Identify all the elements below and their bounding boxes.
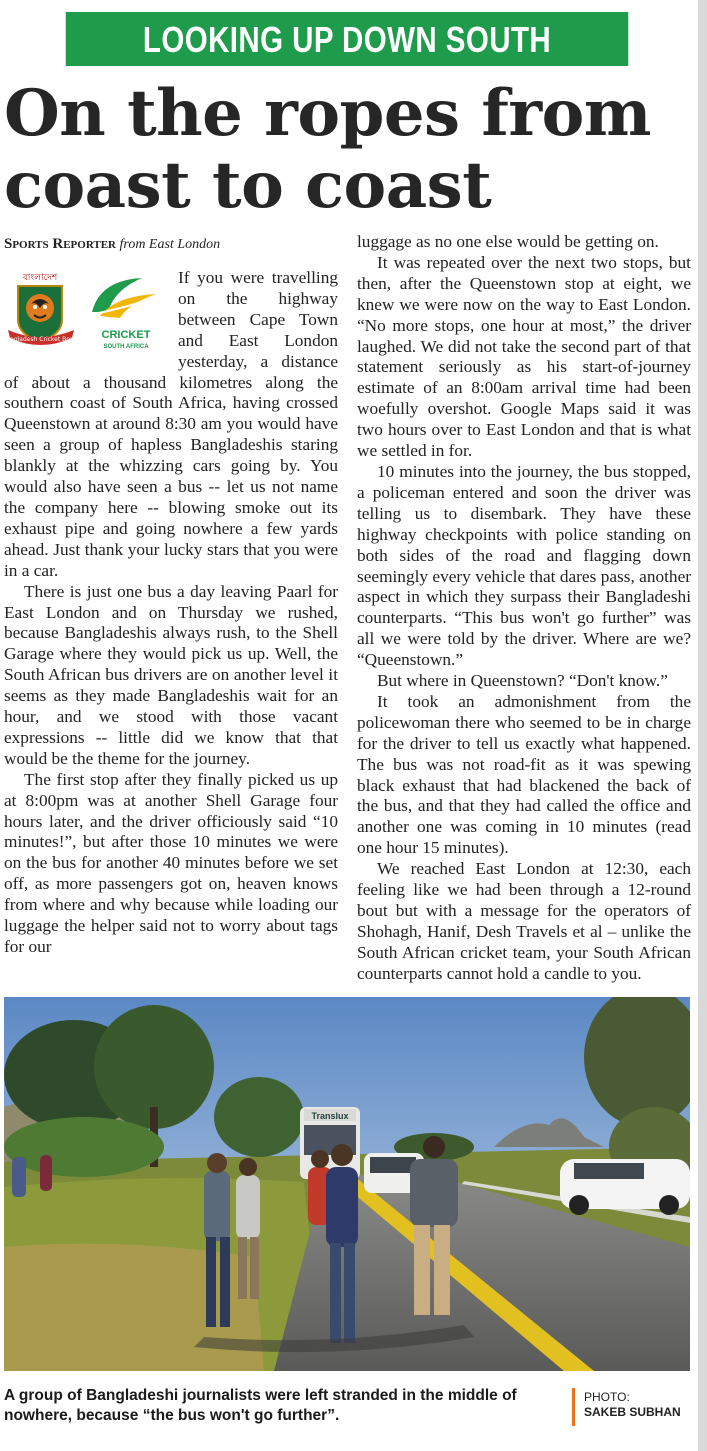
logos-graphic [4, 268, 172, 353]
bcb-logo-text: বাংলাদেশ [22, 273, 58, 283]
headline [4, 78, 694, 222]
csa-logo [92, 278, 156, 350]
photo-credit-label: PHOTO: [584, 1390, 630, 1404]
paragraph-7: It took an admonishment from the policewoman there who seemed to be in charge for the driver to tell us exactly what happened. The bus was not road-fit as it was spewing black exhaust that had blackened the back of the bus, and that they had called the office and another one was coming in 10 minutes (read one hour 15 minutes). [357, 691, 691, 858]
byline [4, 236, 344, 253]
csa-sub: SOUTH AFRICA [103, 344, 149, 350]
photo-caption: A group of Bangladeshi journalists were left stranded in the middle of nowhere, because “the bus won't go further”. [4, 1387, 517, 1424]
csa-word: CRICKET [101, 329, 151, 341]
paragraph-3: The first stop after they finally picked us up at 8:00pm was at another Shell Garage four hours later, and the driver officiously said “10 minutes!”, but after those 10 minutes we were on the bus for another 40 minutes before we set off, as more passengers got on, heaven knows from where and why because while loading our luggage the helper said not to worry about tags for our [4, 769, 338, 956]
byline-location: from East London [119, 237, 221, 252]
paragraph-6: But where in Queenstown? “Don't know.” [377, 671, 668, 691]
paragraph-4: It was repeated over the next two stops, but then, after the Queenstown stop at eight, we knew we were now on the way to East London. “No more stops, one hour at most,” the driver laughed. We did not take the second part of that statement seriously as his start-of-journey estimate of an 8:00am arrival time had been woefully overshot. Google Maps said it was two hours over to East London and that is what we settled in for. [357, 252, 691, 461]
bcb-logo [4, 273, 80, 345]
section-banner: LOOKING UP DOWN SOUTH [66, 12, 629, 66]
credit-accent-bar [572, 1388, 575, 1426]
paragraph-8: We reached East London at 12:30, each feeling like we had been through a 12-round bout but with a message for the operators of Shohagh, Hanif, Desh Travels et al – unlike the South African cricket team, your South African counterparts cannot hold a candle to you. [357, 859, 691, 983]
bus-sign-text: Translux [311, 1111, 349, 1121]
page-edge [698, 0, 707, 1451]
paragraph-1: If you were travelling on the highway between Cape Town and East London yesterday, a distance of about a thousand kilometres along the southern coast of South Africa, having crossed Queenstown at around 8:30 am you would have seen a group of hapless Bangladeshis staring blankly at the whizzing cars going by. You would also have seen a bus -- let us not name the company here -- blowing smoke out its exhaust pipe and going nowhere a few yards ahead. Just thank your lucky stars that you were in a car. [4, 268, 338, 580]
headline-line-1: On the ropes from [4, 76, 651, 151]
article-photo [4, 997, 690, 1371]
article-right-column [357, 232, 691, 985]
photo-credit [584, 1390, 694, 1420]
cricket-boards-logos [4, 268, 172, 353]
bcb-ribbon-text: Bangladesh Cricket Board [4, 336, 80, 343]
photo-credit-name: SAKEB SUBHAN [584, 1405, 681, 1419]
roadside-scene-image [4, 997, 690, 1371]
paragraph-2: There is just one bus a day leaving Paarl for East London and on Thursday we rushed, because Bangladeshis always rush, to the Shell Garage where they would pick us up. Well, the South African bus drivers are on another level it seems as they made Bangladeshis wait for an hour, and we stood with those vacant expressions -- little did we know that that would be the theme for the journey. [4, 581, 338, 768]
paragraph-5: 10 minutes into the journey, the bus stopped, a policeman entered and soon the driver was telling us to disembark. They have these highway checkpoints with police standing on both sides of the road and flagging down seemingly every vehicle that dares pass, another aspect in which they surpass their Bangladeshi counterparts. “This bus won't go further” was all we were told by the driver. Where are we? “Queenstown.” [357, 461, 691, 670]
paragraph-continued: luggage as no one else would be getting on. [357, 232, 659, 251]
byline-reporter: Sports Reporter [4, 236, 116, 252]
headline-line-2: coast to coast [4, 148, 492, 223]
article-left-column [4, 268, 338, 958]
